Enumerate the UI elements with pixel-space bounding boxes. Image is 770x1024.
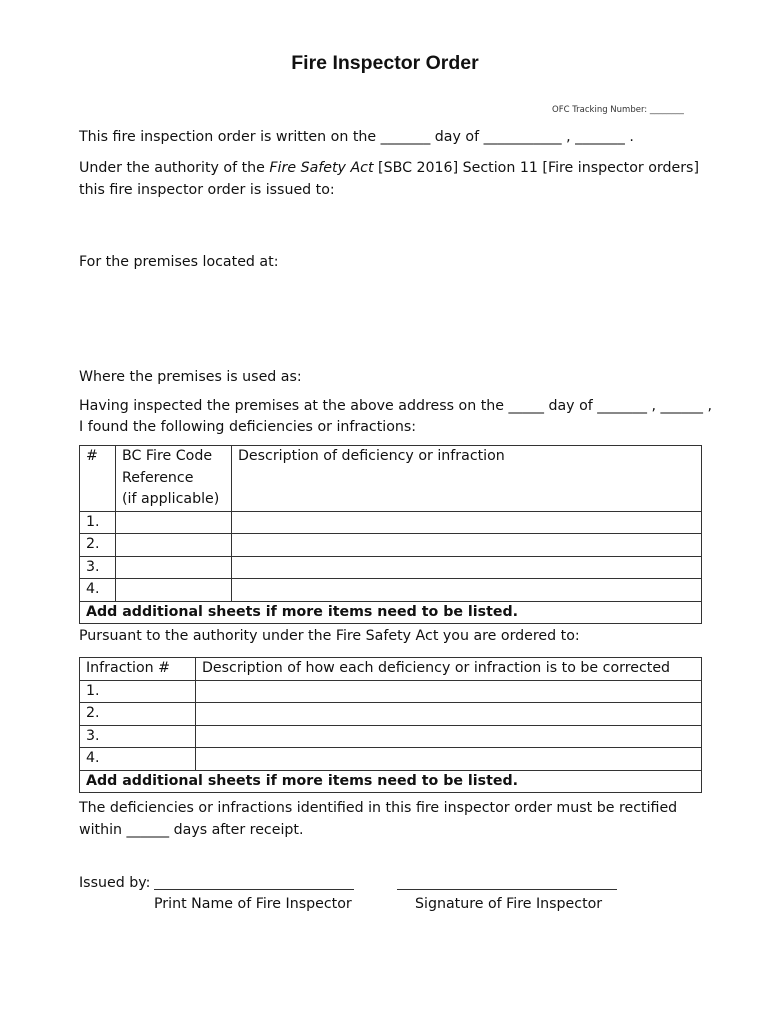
table-row [80,748,702,771]
inspected-text-line2: I found the following deficiencies or infractions: [79,419,417,435]
header-correction-desc: Description of how each deficiency or infraction is to be corrected [196,658,702,681]
row-num: 1. [80,680,196,703]
header-code [116,446,232,512]
row-desc-cell[interactable] [232,556,702,579]
row-num: 1. [80,511,116,534]
table-row [80,579,702,602]
print-name-label: Print Name of Fire Inspector [154,896,352,912]
row-desc-cell[interactable] [232,579,702,602]
premises-used-label: Where the premises is used as: [79,369,302,385]
table-footer-row [80,770,702,793]
table-row [80,556,702,579]
table-row [80,725,702,748]
table-row [80,511,702,534]
row-desc-cell[interactable] [196,748,702,771]
inspected-text: Having inspected the premises at the above address on the _____ day of _______ , ______ , [79,398,713,414]
row-desc-cell[interactable] [196,703,702,726]
table-header-row [80,446,702,512]
table-footer: Add additional sheets if more items need to be listed. [80,601,702,624]
tracking-number: OFC Tracking Number: ________ [552,105,684,115]
authority-text [79,157,699,179]
authority-line2: this fire inspector order is issued to: [79,182,335,198]
header-code-line2: Reference [122,469,194,486]
row-num: 2. [80,703,196,726]
table-row [80,703,702,726]
authority-pre: Under the authority of the [79,160,270,176]
row-num: 3. [80,556,116,579]
table-row [80,680,702,703]
row-code-cell[interactable] [116,556,232,579]
pursuant-text: Pursuant to the authority under the Fire Safety Act you are ordered to: [79,628,580,644]
row-desc-cell[interactable] [196,725,702,748]
row-num: 3. [80,725,196,748]
row-desc-cell[interactable] [232,511,702,534]
written-on-text: This fire inspection order is written on the _______ day of ___________ , _______ . [79,129,634,145]
row-desc-cell[interactable] [196,680,702,703]
deficiency-table [79,445,702,624]
signature-label: Signature of Fire Inspector [415,896,603,912]
table-header-row [80,658,702,681]
table-row [80,534,702,557]
row-num: 2. [80,534,116,557]
rectified-text: The deficiencies or infractions identified in this fire inspector order must be rectified [79,800,678,816]
authority-act: Fire Safety Act [269,160,374,176]
premises-located-label: For the premises located at: [79,254,279,270]
page-title: Fire Inspector Order [291,52,479,74]
row-code-cell[interactable] [116,579,232,602]
header-num: # [80,446,116,512]
row-num: 4. [80,748,196,771]
row-desc-cell[interactable] [232,534,702,557]
issued-by-label: Issued by: [79,875,151,891]
rectified-text-line2: within ______ days after receipt. [79,822,304,838]
signature-line[interactable] [397,889,617,890]
header-infraction-num: Infraction # [80,658,196,681]
authority-post: [SBC 2016] Section 11 [Fire inspector orders] [373,160,699,176]
row-code-cell[interactable] [116,534,232,557]
header-desc: Description of deficiency or infraction [232,446,702,512]
header-code-line3: (if applicable) [122,491,220,507]
correction-table [79,657,702,793]
row-code-cell[interactable] [116,511,232,534]
table-footer-row [80,601,702,624]
print-name-line[interactable] [154,889,354,890]
row-num: 4. [80,579,116,602]
header-code-line1: BC Fire Code [122,448,213,464]
table-footer: Add additional sheets if more items need to be listed. [80,770,702,793]
